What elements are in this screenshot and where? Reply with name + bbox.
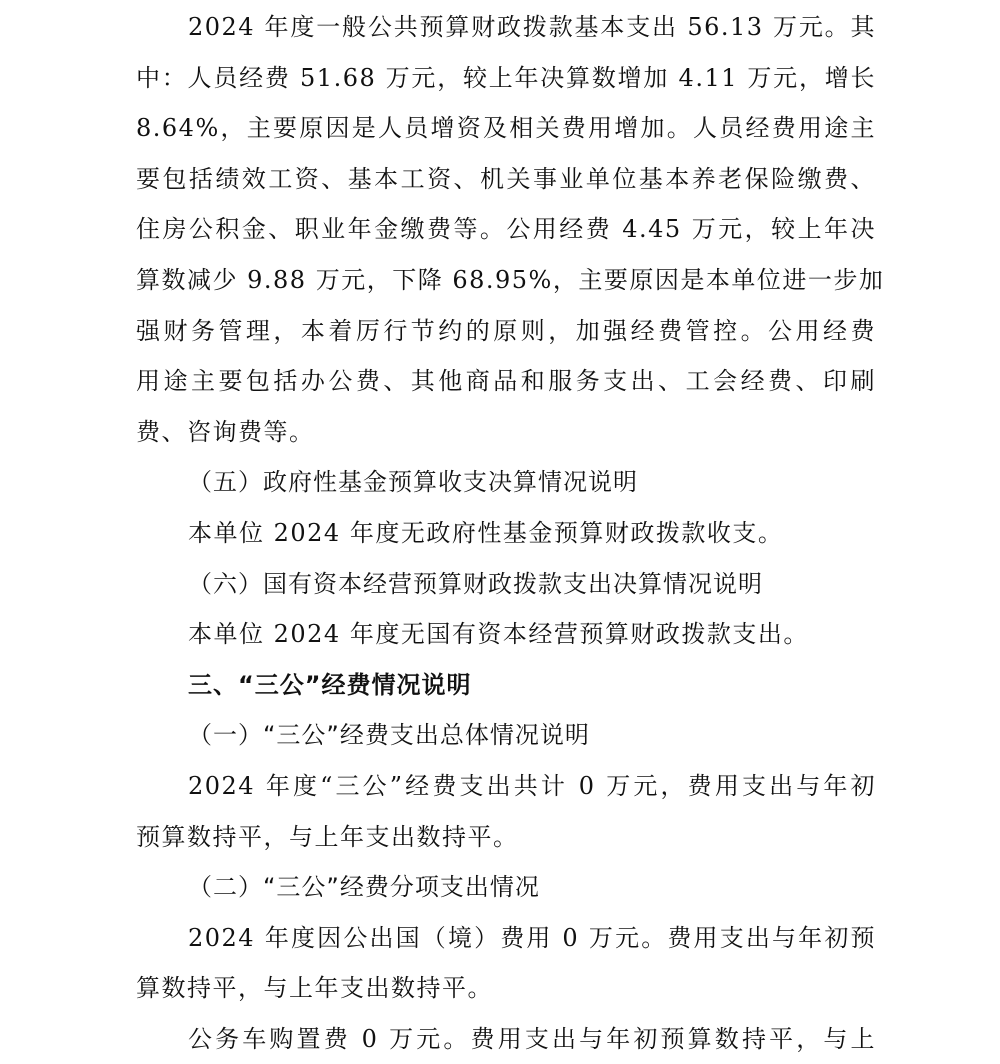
section-heading-three-public: 三、“三公”经费情况说明 (188, 670, 472, 699)
paragraph-line: 2024 年度因公出国（境）费用 0 万元。费用支出与年初预 (188, 923, 876, 952)
paragraph-line: 强财务管理，本着厉行节约的原则，加强经费管控。公用经费 (136, 316, 876, 345)
document-page (136, 2, 885, 1064)
paragraph-line: 预算数持平，与上年支出数持平。 (136, 822, 519, 851)
paragraph-line: 费、咨询费等。 (136, 417, 315, 446)
paragraph-line: 8.64%，主要原因是人员增资及相关费用增加。人员经费用途主 (136, 114, 876, 143)
subsection-heading-overall: （一）“三公”经费支出总体情况说明 (188, 721, 590, 750)
paragraph-line: 算数持平，与上年支出数持平。 (136, 974, 493, 1003)
paragraph-line: 要包括绩效工资、基本工资、机关事业单位基本养老保险缴费、 (136, 164, 876, 193)
section-heading-fund-budget: （五）政府性基金预算收支决算情况说明 (188, 468, 638, 497)
paragraph-line: 住房公积金、职业年金缴费等。公用经费 4.45 万元，较上年决 (136, 215, 876, 244)
subsection-heading-itemized: （二）“三公”经费分项支出情况 (188, 873, 540, 902)
paragraph-line: 用途主要包括办公费、其他商品和服务支出、工会经费、印刷 (136, 367, 876, 396)
section-heading-state-capital: （六）国有资本经营预算财政拨款支出决算情况说明 (188, 569, 763, 598)
paragraph-line: 算数减少 9.88 万元，下降 68.95%，主要原因是本单位进一步加 (136, 265, 885, 294)
paragraph-line: 中：人员经费 51.68 万元，较上年决算数增加 4.11 万元，增长 (136, 63, 876, 92)
paragraph-line: 2024 年度“三公”经费支出共计 0 万元，费用支出与年初 (188, 771, 876, 800)
paragraph-line: 公务车购置费 0 万元。费用支出与年初预算数持平，与上 (188, 1024, 876, 1053)
paragraph-line: 本单位 2024 年度无国有资本经营预算财政拨款支出。 (188, 620, 809, 649)
paragraph-line: 2024 年度一般公共预算财政拨款基本支出 56.13 万元。其 (188, 13, 876, 41)
paragraph-line: 本单位 2024 年度无政府性基金预算财政拨款收支。 (188, 518, 784, 547)
